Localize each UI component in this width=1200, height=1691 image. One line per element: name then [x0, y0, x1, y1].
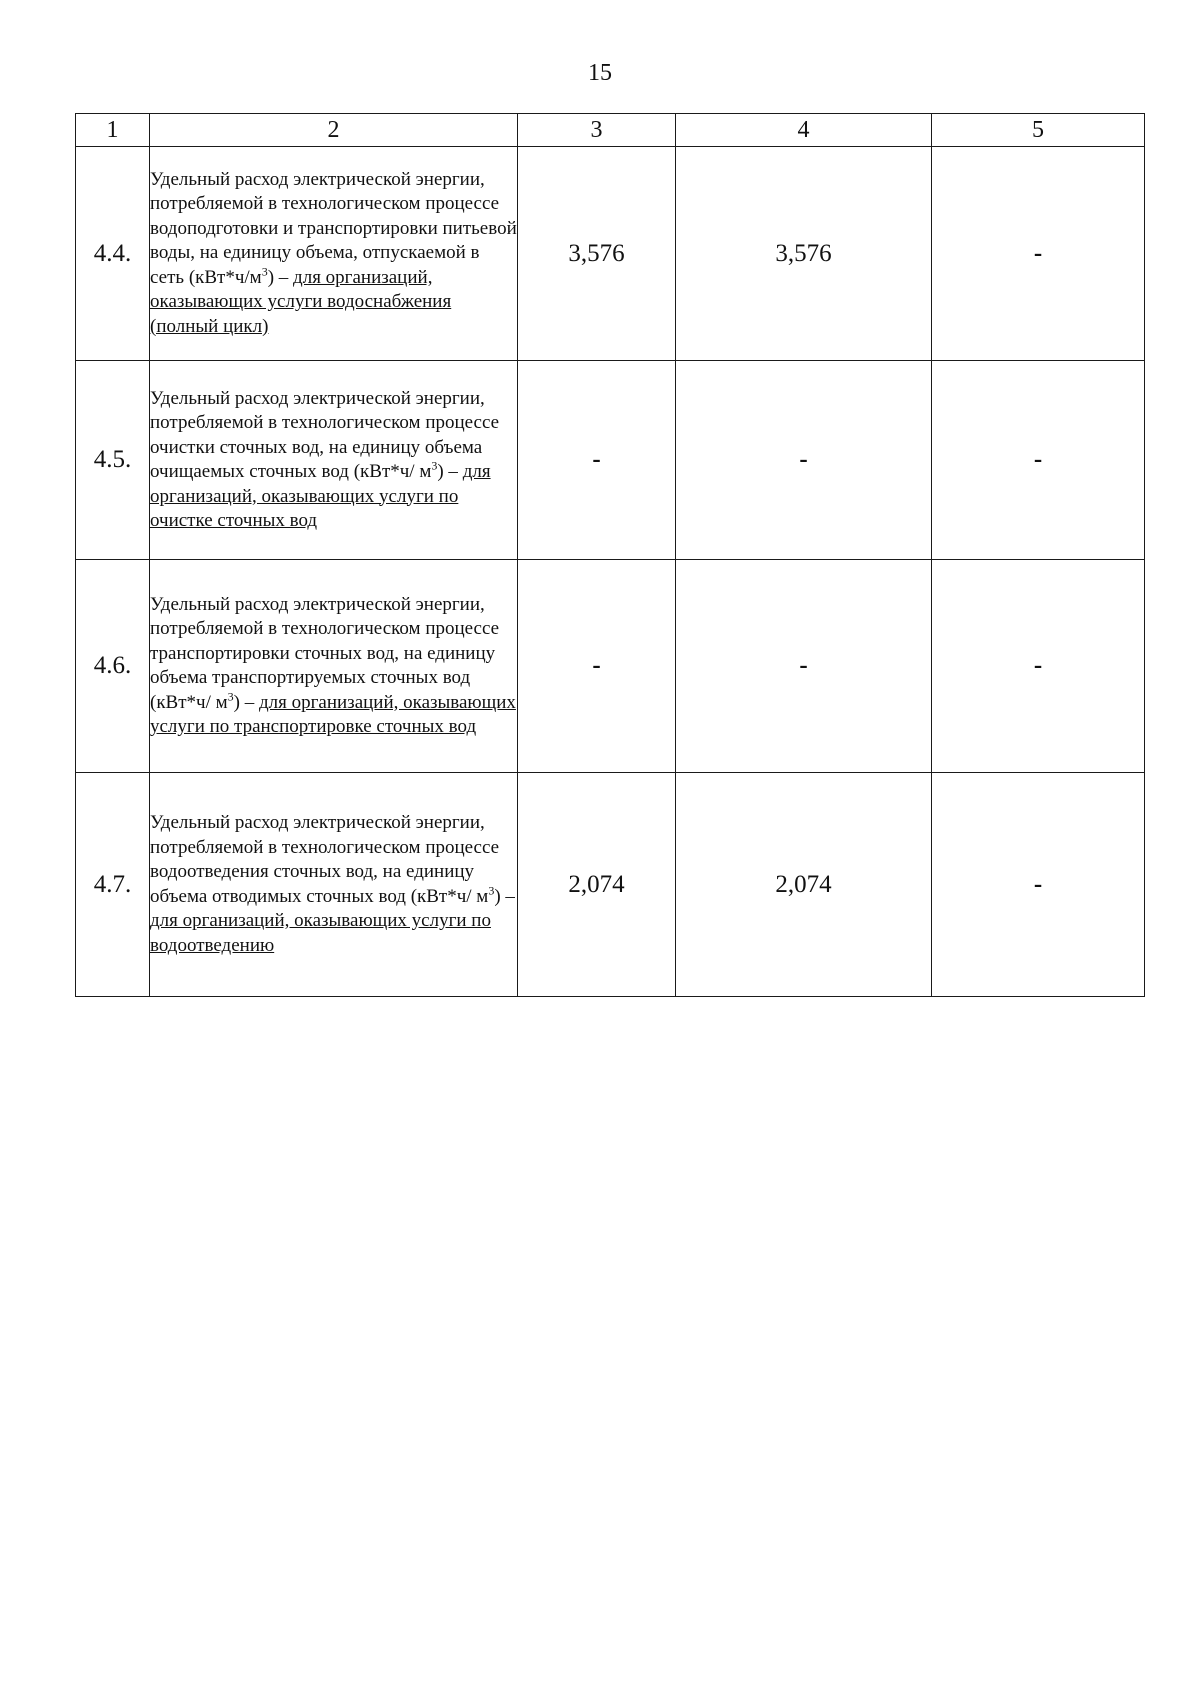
table-row	[76, 147, 1145, 361]
description-text: Удельный расход электрической энергии, потребляемой в технологическом процессе транспортировки сточных вод, на единицу объема транспортируемых сточных вод (кВт*ч/ м	[150, 593, 500, 713]
unit-superscript: 3	[488, 883, 495, 898]
table-row	[76, 361, 1145, 560]
row-description	[150, 147, 518, 361]
value-col3: 2,074	[518, 773, 676, 997]
table-header-row	[76, 114, 1145, 147]
row-number: 4.6.	[76, 560, 150, 773]
header-cell-4: 4	[676, 114, 932, 147]
value-col4: -	[676, 560, 932, 773]
header-cell-1: 1	[76, 114, 150, 147]
header-cell-5: 5	[932, 114, 1145, 147]
description-underlined: для организаций, оказывающих услуги по транспортировке сточных вод	[150, 691, 516, 737]
description-connector: ) –	[267, 266, 294, 288]
description-connector: ) –	[494, 885, 515, 907]
row-number: 4.4.	[76, 147, 150, 361]
description-underlined: для организаций, оказывающих услуги водоснабжения (полный цикл)	[150, 266, 452, 337]
value-col3: 3,576	[518, 147, 676, 361]
table-row	[76, 560, 1145, 773]
description-text: Удельный расход электрической энергии, потребляемой в технологическом процессе водоотведения сточных вод, на единицу объема отводимых сточных вод (кВт*ч/ м	[150, 812, 500, 907]
description-underlined: для организаций, оказывающих услуги по водоотведению	[150, 910, 491, 956]
value-col4: -	[676, 361, 932, 560]
header-cell-2: 2	[150, 114, 518, 147]
page-number: 15	[588, 60, 612, 86]
table-row	[76, 773, 1145, 997]
value-col5: -	[932, 773, 1145, 997]
value-col5: -	[932, 361, 1145, 560]
description-text: Удельный расход электрической энергии, потребляемой в технологическом процессе водоподготовки и транспортировки питьевой воды, на единицу объема, отпускаемой в сеть (кВт*ч/м	[150, 168, 517, 288]
value-col5: -	[932, 560, 1145, 773]
unit-superscript: 3	[227, 689, 234, 704]
description-underlined: для организаций, оказывающих услуги по очистке сточных вод	[150, 461, 491, 531]
value-col4: 3,576	[676, 147, 932, 361]
unit-superscript: 3	[431, 458, 438, 473]
indicator-table	[75, 113, 1145, 997]
row-number: 4.7.	[76, 773, 150, 997]
value-col3: -	[518, 361, 676, 560]
unit-superscript: 3	[261, 264, 268, 279]
description-connector: ) –	[233, 691, 259, 713]
value-col5: -	[932, 147, 1145, 361]
header-cell-3: 3	[518, 114, 676, 147]
value-col3: -	[518, 560, 676, 773]
description-connector: ) –	[437, 461, 463, 482]
row-description	[150, 560, 518, 773]
row-description	[150, 773, 518, 997]
value-col4: 2,074	[676, 773, 932, 997]
row-number: 4.5.	[76, 361, 150, 560]
description-text: Удельный расход электрической энергии, потребляемой в технологическом процессе очистки сточных вод, на единицу объема очищаемых сточных вод (кВт*ч/ м	[150, 387, 500, 482]
row-description	[150, 361, 518, 560]
